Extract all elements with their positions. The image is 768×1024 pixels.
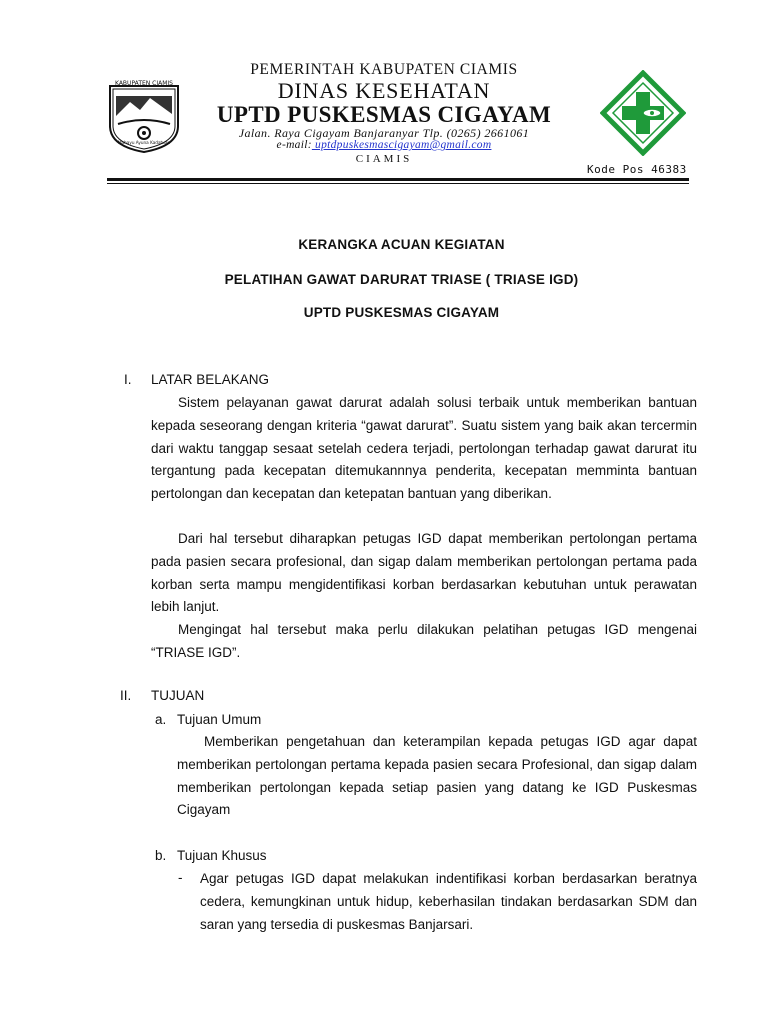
letterhead-divider-thin	[107, 183, 689, 184]
emblem-text-top: KABUPATEN CIAMIS	[115, 80, 173, 87]
postal-code: Kode Pos 46383	[587, 163, 687, 176]
section-2-heading: TUJUAN	[151, 688, 205, 703]
document-title: KERANGKA ACUAN KEGIATAN	[298, 237, 505, 252]
section-1-paragraph-3: Mengingat hal tersebut maka perlu dilakukan pelatihan petugas IGD mengenai “TRIASE IGD”.	[151, 622, 697, 660]
section-1-number: I.	[124, 372, 132, 387]
section-1-paragraph-2: Dari hal tersebut diharapkan petugas IGD dapat memberikan pertolongan pertama pada pasien secara profesional, dan sigap dalam memberikan pertolongan pertama pada korban serta mampu mengidentifikasi korban berdasarkan kebutuhan untuk perawatan lebih lanjut.	[151, 531, 697, 615]
letterhead-divider-thick	[107, 178, 689, 181]
section-2-number: II.	[120, 688, 132, 703]
email-link[interactable]: uptdpuskesmascigayam@gmail.com	[311, 139, 492, 151]
subsection-b-heading: Tujuan Khusus	[177, 848, 267, 863]
subsection-a-paragraph: Memberikan pengetahuan dan keterampilan kepada petugas IGD agar dapat memberikan pertolongan pertama kepada pasien secara Profesional, dan sigap dalam memberikan pertolongan kepada setiap pasien yang datang ke IGD Puskesmas Cigayam	[177, 734, 697, 818]
subsection-a-label: a.	[155, 712, 167, 727]
health-cross-logo-icon	[600, 70, 686, 156]
email-label: e-mail:	[276, 139, 312, 151]
section-1-heading: LATAR BELAKANG	[151, 372, 270, 387]
list-dash: -	[178, 870, 183, 885]
section-1-paragraph-1: Sistem pelayanan gawat darurat adalah solusi terbaik untuk memberikan bantuan kepada seseorang dengan kriteria “gawat darurat”. Suatu sistem yang baik akan tercermin dari waktu tanggap sesaat setelah cedera terjadi, pertolongan terhadap gawat darurat itu tergantung pada kecepatan ditemukannnya penderita, kecepatan memminta bantuan pertolongan dan kecepatan dan ketepatan bantuan yang diberikan.	[151, 395, 697, 502]
city-name: CIAMIS	[355, 153, 413, 165]
subsection-b-label: b.	[155, 848, 167, 863]
government-name: PEMERINTAH KABUPATEN CIAMIS	[250, 61, 518, 78]
organization-title: UPTD PUSKESMAS CIGAYAM	[303, 305, 500, 320]
agency-name: DINAS KESEHATAN	[277, 78, 491, 103]
activity-title: PELATIHAN GAWAT DARURAT TRIASE ( TRIASE IGD)	[224, 272, 579, 287]
subsection-a-heading: Tujuan Umum	[177, 712, 262, 727]
subsection-b-item-1: Agar petugas IGD dapat melakukan indentifikasi korban berdasarkan beratnya cedera, kemungkinan untuk hidup, keberhasilan tindakan berdasarkan SDM dan saran yang tersedia di puskesmas Banjarsari.	[200, 871, 697, 932]
unit-name: UPTD PUSKESMAS CIGAYAM	[216, 102, 552, 127]
emblem-text-bottom: Mahayu Ayuna Kadatuan	[117, 140, 171, 145]
address-line: Jalan. Raya Cigayam Banjaranyar Tlp. (0265) 2661061	[238, 126, 530, 140]
